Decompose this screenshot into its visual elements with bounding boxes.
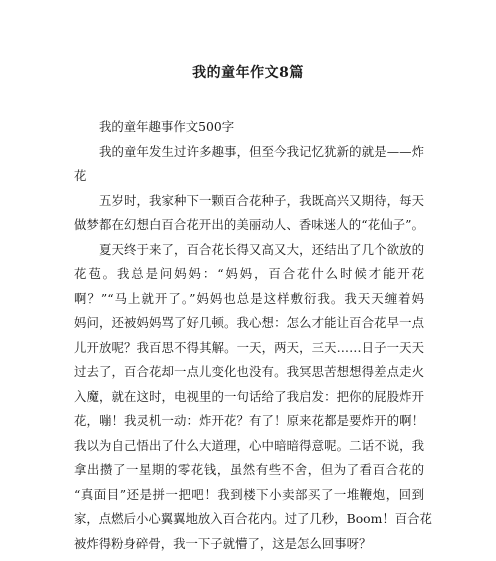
text-line: 做梦都在幻想白百合花开出的美丽动人、香味迷人的“花仙子”。: [74, 217, 424, 232]
text-line: 入魔，就在这时，电视里的一句话给了我启发：把你的屁股炸开: [74, 388, 424, 404]
text-line: 儿开放呢？我百思不得其解。一天，两天，三天……日子一天天: [74, 339, 424, 355]
text-line: 拿出攒了一星期的零花钱，虽然有些不舍，但为了看百合花的: [74, 462, 424, 477]
text-line: 妈问，还被妈妈骂了好几顿。我心想：怎么才能让百合花早一点: [74, 315, 424, 330]
text-line: 五岁时，我家种下一颗百合花种子，我既高兴又期待，每天: [99, 192, 424, 208]
text-line: 花: [74, 168, 87, 183]
text-line: 夏天终于来了，百合花长得又高又大，还结出了几个欲放的: [99, 241, 424, 257]
text-line: 我的童年趣事作文500字: [99, 119, 235, 134]
text-line: 啊？”“马上就开了。”妈妈也总是这样敷衍我。我天天缠着妈: [74, 290, 424, 306]
text-line: 花苞。我总是问妈妈：“妈妈，百合花什么时候才能开花: [74, 266, 424, 281]
text-line: “真面目”还是拼一把吧！我到楼下小卖部买了一堆鞭炮，回到: [74, 486, 424, 502]
document-title: 我的童年作文8篇: [192, 65, 304, 81]
text-line: 家，点燃后小心翼翼地放入百合花内。过了几秒，Boom！百合花: [74, 511, 432, 526]
document-body: [74, 115, 432, 556]
text-line: 我以为自己悟出了什么大道理，心中暗暗得意呢。二话不说，我: [74, 437, 424, 453]
text-line: 我的童年发生过许多趣事，但至今我记忆犹新的就是——炸: [99, 143, 424, 159]
text-line: 被炸得粉身碎骨，我一下子就懵了，这是怎么回事呀？: [74, 535, 372, 551]
text-line: 过去了，百合花却一点儿变化也没有。我冥思苦想想得差点走火: [74, 364, 424, 379]
text-line: 花，嘣！我灵机一动：炸开花？有了！原来花都是要炸开的啊！: [74, 413, 424, 428]
